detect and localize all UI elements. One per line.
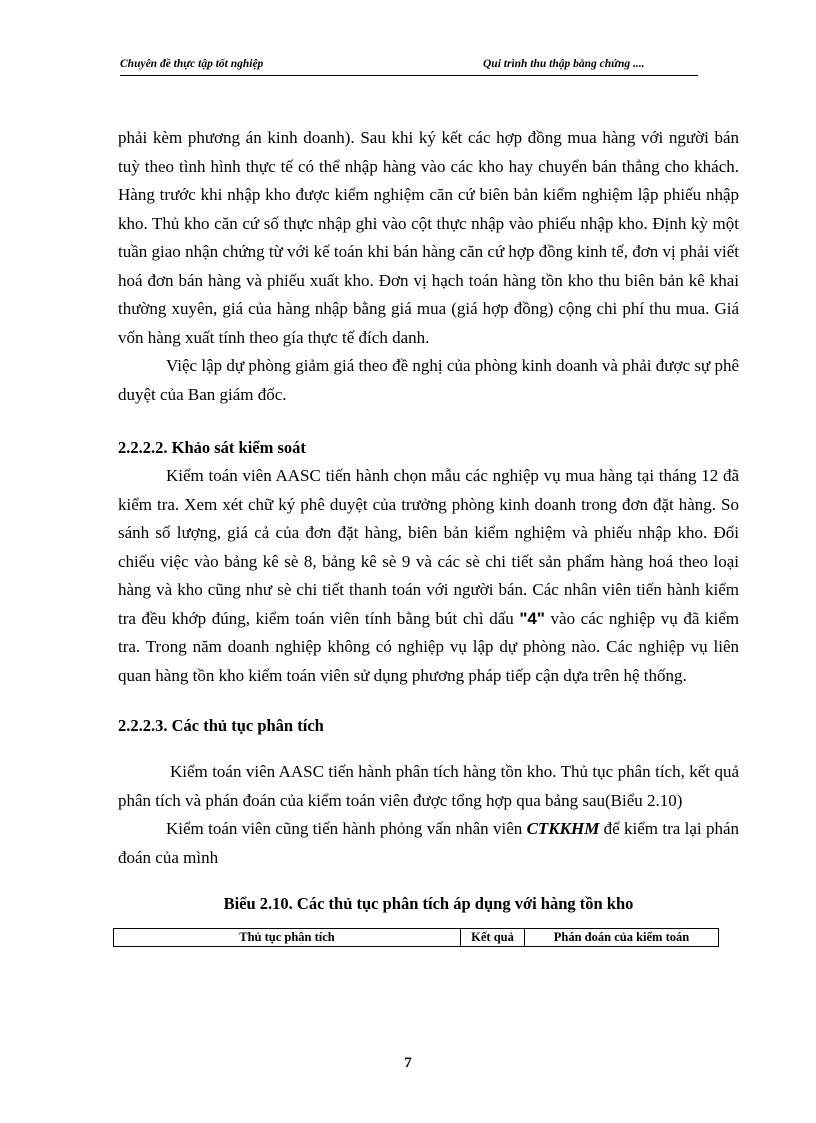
table-caption: Biểu 2.10. Các thủ tục phân tích áp dụng với hàng tồn kho	[223, 894, 634, 913]
section-heading-khao-sat: 2.2.2.2. Khảo sát kiểm soát	[118, 438, 306, 457]
paragraph-5	[118, 815, 739, 872]
column-header-procedure: Thủ tục phân tích	[114, 929, 461, 947]
page-content	[118, 124, 739, 947]
header-left-title: Chuyên đề thực tập tốt nghiệp	[120, 58, 264, 70]
page-number: 7	[404, 1055, 412, 1071]
paragraph-1: phải kèm phương án kinh doanh). Sau khi ký kết các hợp đồng mua hàng với người bán tuỳ theo tình hình thực tế có thể nhập hàng vào các kho hay chuyển bán thẳng cho khách. Hàng trước khi nhập kho được kiểm nghiệm căn cứ biên bản kiểm nghiệm lập phiếu nhập kho. Thủ kho căn cứ số thực nhập ghi vào cột thực nhập vào phiếu nhập kho. Định kỳ một tuần giao nhận chứng từ với kế toán khi bán hàng căn cứ hợp đồng kinh tế, đơn vị phải viết hoá đơn bán hàng và phiếu xuất kho. Đơn vị hạch toán hàng tồn kho thu biên bản kê khai thường xuyên, giá của hàng nhập bằng giá mua (giá hợp đồng) cộng chi phí thu mua. Giá vốn hàng xuất tính theo gía thực tế đích danh.	[118, 128, 739, 347]
paragraph-5-emphasis: CTKKHM	[526, 819, 600, 838]
column-header-judgement: Phán đoán của kiểm toán	[525, 929, 719, 947]
page-header	[120, 57, 698, 76]
paragraph-3-text-b: vào các nghiệp vụ đã kiểm tra. Trong năm doanh nghiệp không có nghiệp vụ lập dự phòng nào. Các nghiệp vụ liên quan hàng tồn kho kiểm toán viên sử dụng phương pháp tiếp cận dựa trên hệ thống.	[118, 608, 739, 685]
paragraph-3	[118, 462, 739, 690]
header-right-title: Qui trình thu thập bằng chứng ....	[483, 58, 645, 70]
paragraph-4: Kiểm toán viên AASC tiến hành phân tích hàng tồn kho. Thủ tục phân tích, kết quả phân tích và phán đoán của kiểm toán viên được tổng hợp qua bảng sau(Biểu 2.10)	[118, 762, 739, 810]
paragraph-2: Việc lập dự phòng giảm giá theo đề nghị của phòng kinh doanh và phải được sự phê duyệt của Ban giám đốc.	[118, 356, 739, 404]
section-heading-thu-tuc: 2.2.2.3. Các thủ tục phân tích	[118, 716, 324, 735]
table-header-row	[114, 929, 719, 947]
paragraph-5-text-a: Kiểm toán viên cũng tiến hành phỏng vấn nhân viên	[166, 819, 527, 838]
paragraph-3-mark: "4"	[519, 608, 545, 628]
paragraph-5-text-b: để kiểm tra lại phán đoán của mình	[118, 819, 739, 867]
paragraph-3-text-a: Kiểm toán viên AASC tiến hành chọn mẫu các nghiệp vụ mua hàng tại tháng 12 đã kiểm tra. Xem xét chữ ký phê duyệt của trưởng phòng kinh doanh trong đơn đặt hàng. So sánh số lượng, giá cả của đơn đặt hàng, biên bản kiểm nghiệm và phiếu nhập kho. Đối chiếu việc vào bảng kê sè 8, bảng kê sè 9 và các sè chi tiết sản phẩm hàng hoá theo loại hàng và kho cũng như sè chi tiết thanh toán với người bán. Các nhân viên tiến hành kiểm tra đều khớp đúng, kiểm toán viên tính bằng bút chì dấu	[118, 466, 739, 628]
column-header-result: Kết quả	[461, 929, 525, 947]
analysis-table	[113, 928, 719, 947]
